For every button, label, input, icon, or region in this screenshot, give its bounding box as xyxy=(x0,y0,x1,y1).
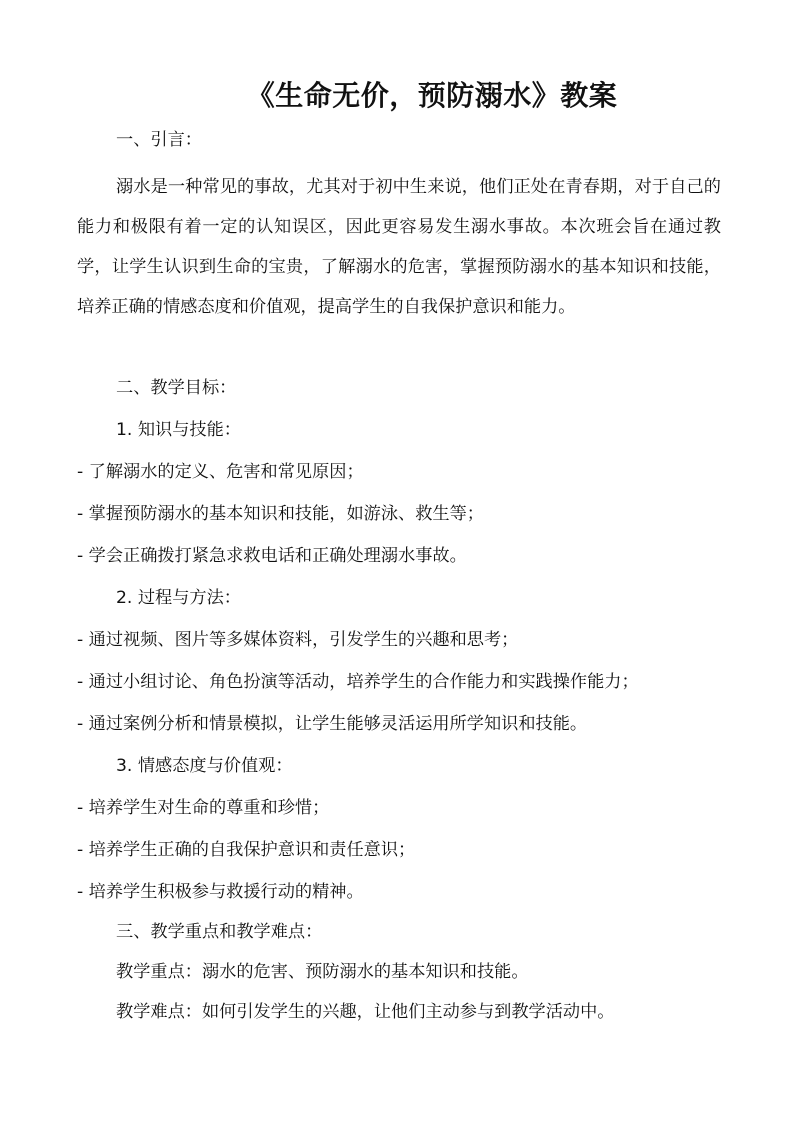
goal3-item: - 培养学生积极参与救援行动的精神。 xyxy=(77,882,364,902)
key-point: 教学重点：溺水的危害、预防溺水的基本知识和技能。 xyxy=(116,962,529,982)
goal3-item: - 培养学生对生命的尊重和珍惜； xyxy=(77,798,330,818)
goal3-heading: 3. 情感态度与价值观： xyxy=(116,756,293,776)
goal2-item: - 通过案例分析和情景模拟，让学生能够灵活运用所学知识和技能。 xyxy=(77,714,588,734)
intro-heading: 一、引言： xyxy=(116,130,202,150)
goal1-item: - 了解溺水的定义、危害和常见原因； xyxy=(77,462,364,482)
goal1-item: - 掌握预防溺水的基本知识和技能，如游泳、救生等； xyxy=(77,504,484,524)
goal2-heading: 2. 过程与方法： xyxy=(116,588,241,608)
keypoints-heading: 三、教学重点和教学难点： xyxy=(116,922,323,942)
document-title: 《生命无价，预防溺水》教案 xyxy=(246,79,618,112)
goal2-item: - 通过小组讨论、角色扮演等活动，培养学生的合作能力和实践操作能力； xyxy=(77,672,639,692)
goal2-item: - 通过视频、图片等多媒体资料，引发学生的兴趣和思考； xyxy=(77,630,519,650)
difficulty-point: 教学难点：如何引发学生的兴趣，让他们主动参与到教学活动中。 xyxy=(116,1002,615,1022)
goals-heading: 二、教学目标： xyxy=(116,378,237,398)
goal1-item: - 学会正确拨打紧急求救电话和正确处理溺水事故。 xyxy=(77,546,467,566)
intro-paragraph: 溺水是一种常见的事故，尤其对于初中生来说，他们正处在青春期，对于自己的能力和极限有着一定的认知误区，因此更容易发生溺水事故。本次班会旨在通过教学，让学生认识到生命的宝贵，了解溺水的危害，掌握预防溺水的基本知识和技能，培养正确的情感态度和价值观，提高学生的自我保护意识和能力。 xyxy=(77,177,721,317)
goal3-item: - 培养学生正确的自我保护意识和责任意识； xyxy=(77,840,416,860)
goal1-heading: 1. 知识与技能： xyxy=(116,420,241,440)
